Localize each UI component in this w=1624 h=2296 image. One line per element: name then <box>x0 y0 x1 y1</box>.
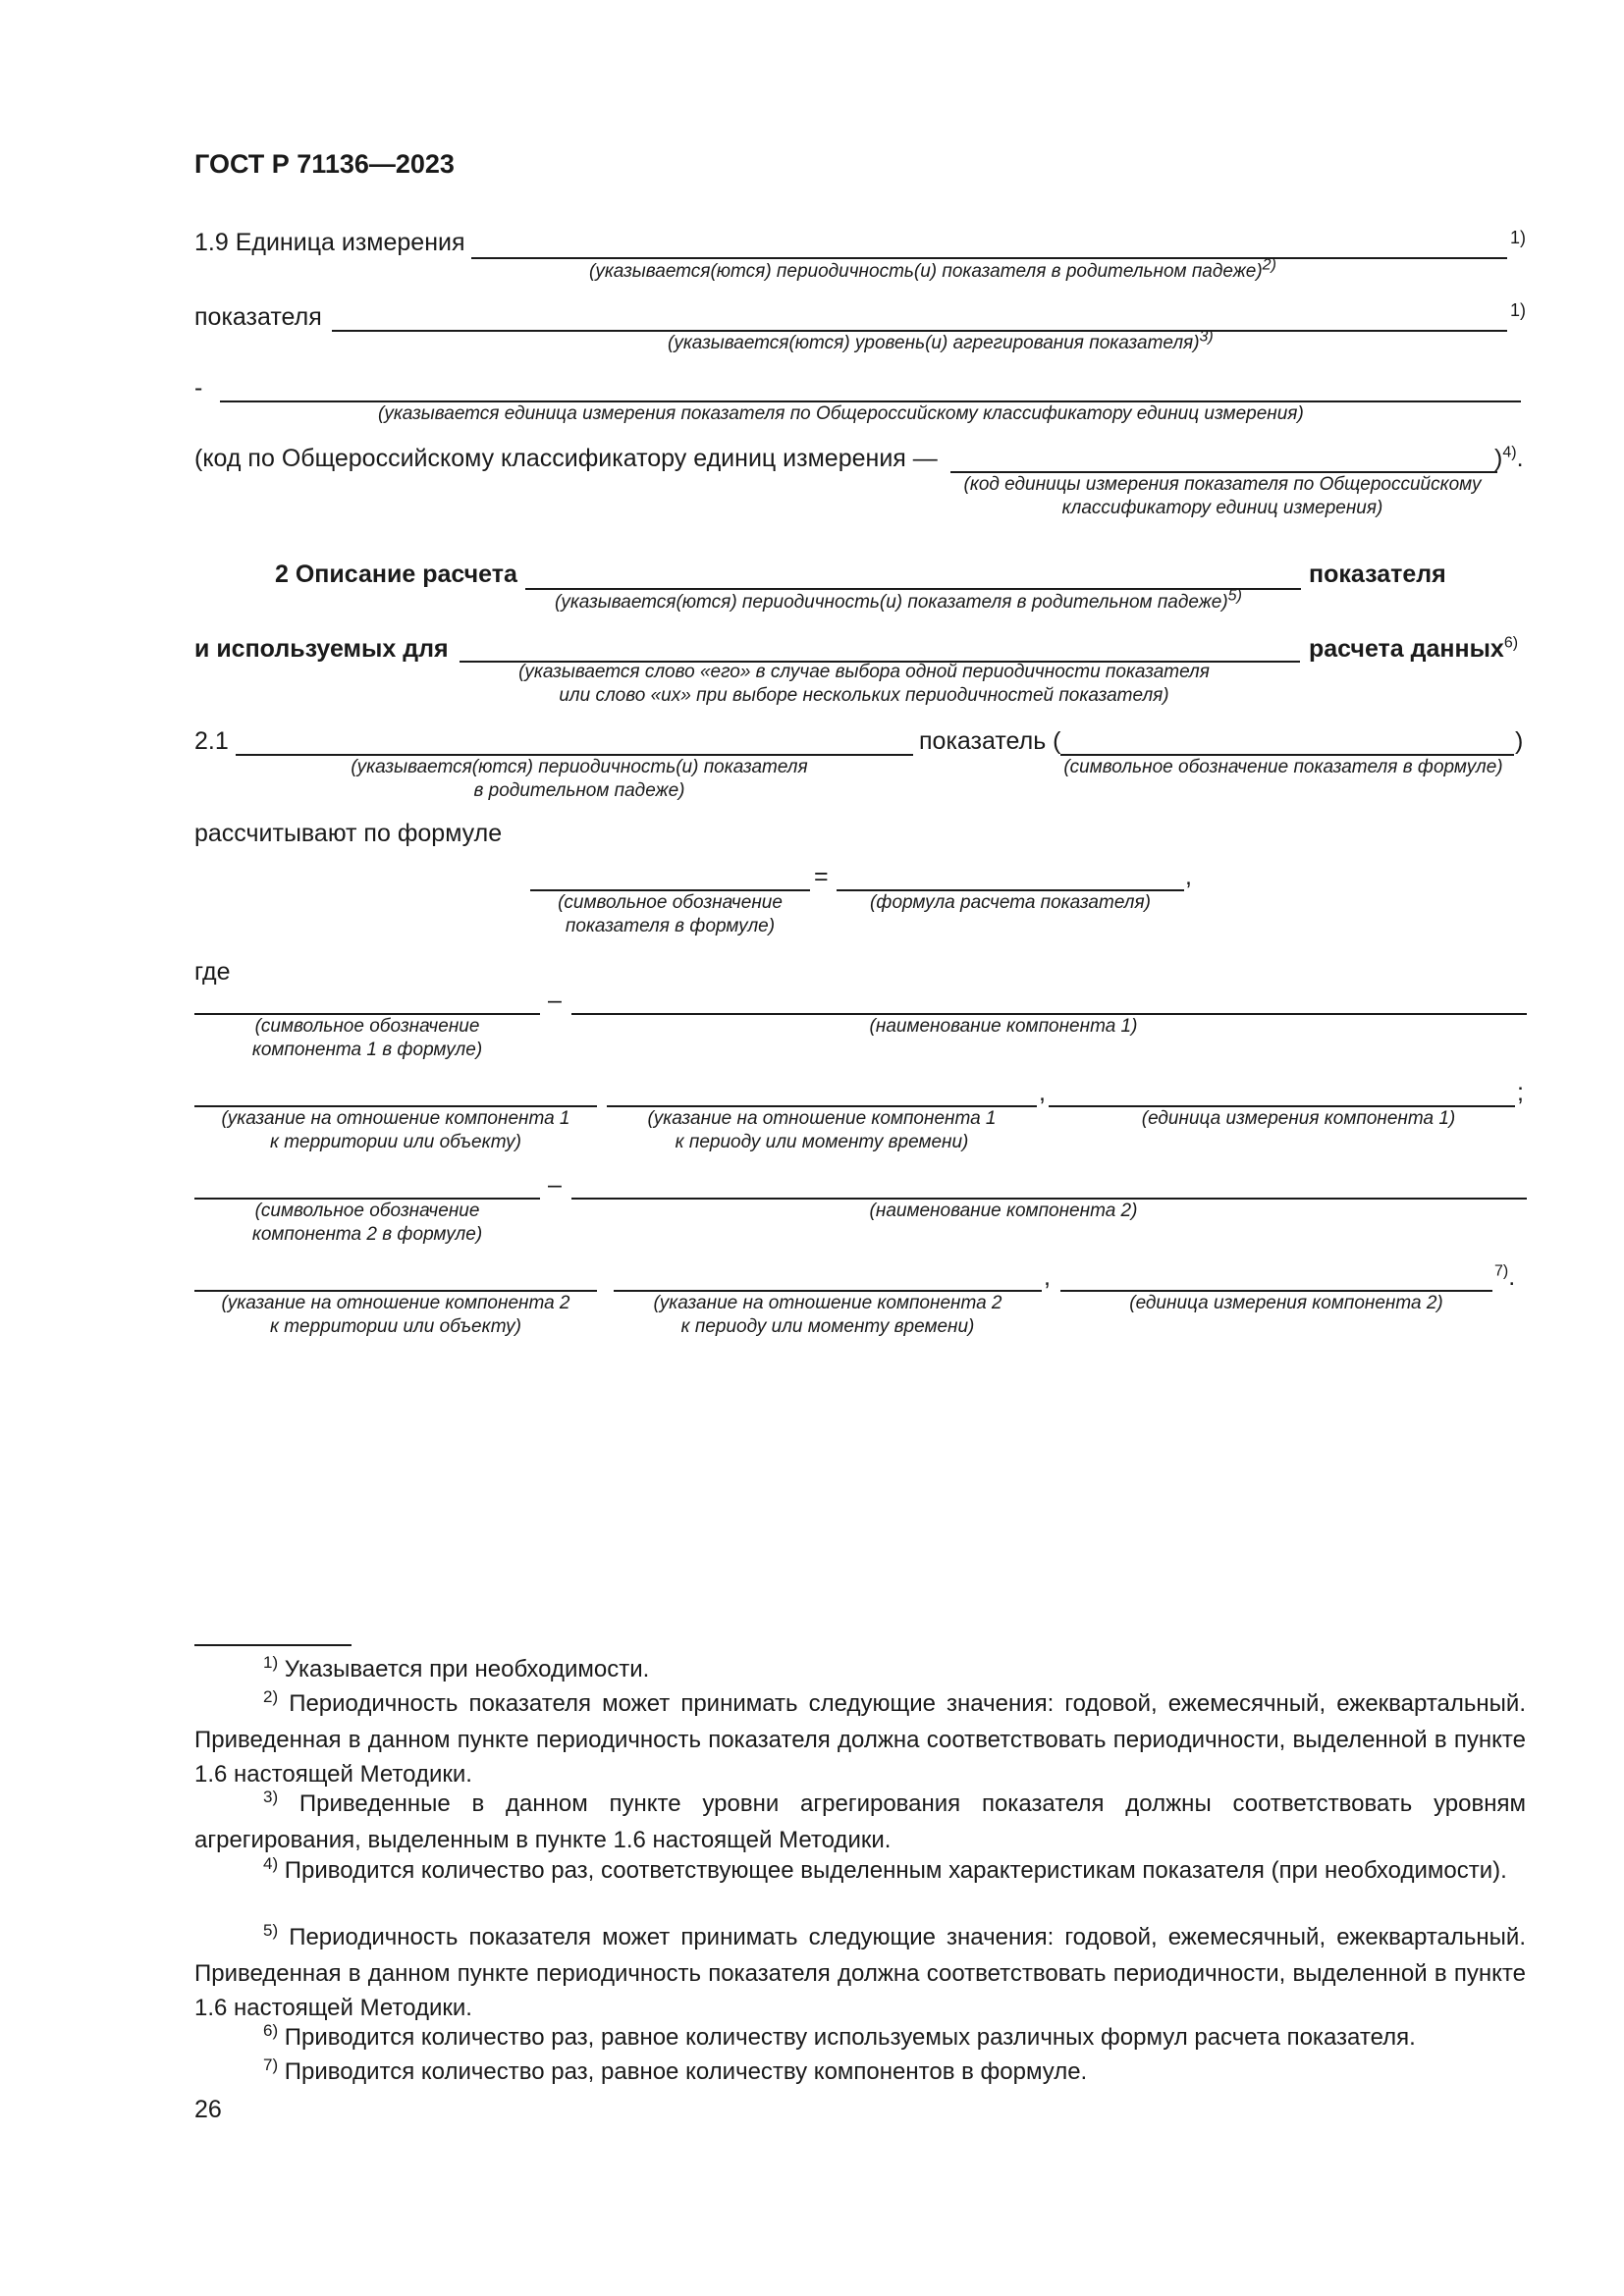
footnote-separator <box>194 1644 352 1646</box>
caption-section-word: (указывается слово «его» в случае выбора одной периодичности показателя или слово «их» при выборе нескольких периодичностей показателя) <box>518 662 1210 706</box>
caption-component-unit: (единица измерения компонента 2) <box>1129 1293 1443 1313</box>
caption-component-territory: (указание на отношение компонента 1 к территории или объекту) <box>221 1108 570 1152</box>
caption-clause-symbol: (символьное обозначение показателя в формуле) <box>1063 757 1503 777</box>
component-end: $^{7)}$. <box>1494 1262 1516 1291</box>
document-code: ГОСТ Р 71136—2023 <box>194 149 455 179</box>
formula-equals: = <box>814 863 829 890</box>
formula-intro: рассчитывают по формуле <box>194 820 503 847</box>
footnote-2: $^{2)}$ Периодичность показателя может принимать следующие значения: годовой, ежемесячный, ежеквартальный. Приведенная в данном пункте периодичность показателя должна соответствовать периодичности, выделенной в пункте 1.6 настоящей Методики. <box>194 1687 1526 1788</box>
footnote-marker: 1) <box>1510 228 1527 247</box>
caption-section-periodicity: (указывается(ются) периодичность(и) показателя в родительном падеже)$^{5)}$ <box>555 587 1242 613</box>
caption-periodicity: (указывается(ются) периодичность(и) показателя в родительном падеже)$^{2)}$ <box>589 256 1276 282</box>
footnote-4: $^{4)}$ Приводится количество раз, соответствующее выделенным характеристикам показателя (при необходимости). <box>263 1854 1507 1884</box>
formula-comma: , <box>1185 863 1192 890</box>
clause-close: ) <box>1515 727 1524 755</box>
component-end: ; <box>1517 1079 1524 1106</box>
component-dash: – <box>548 1171 562 1199</box>
caption-component-name: (наименование компонента 1) <box>869 1016 1138 1037</box>
clause-number: 2.1 <box>194 727 229 755</box>
section-periodicity-blank[interactable] <box>525 588 1301 590</box>
footnote-3: $^{3)}$ Приведенные в данном пункте уровни агрегирования показателя должны соответствовать уровням агрегирования, выделенным в пункте 1.6 настоящей Методики. <box>194 1788 1526 1853</box>
caption-formula-expression: (формула расчета показателя) <box>870 892 1151 913</box>
page-number: 26 <box>194 2096 222 2123</box>
section-row2-left: и используемых для <box>194 635 449 663</box>
clause-indicator-label: показатель ( <box>919 727 1061 755</box>
caption-clause-periodicity: (указывается(ются) периодичность(и) показателя в родительном падеже) <box>351 757 808 801</box>
caption-component-territory: (указание на отношение компонента 2 к территории или объекту) <box>221 1293 570 1337</box>
caption-component-name: (наименование компонента 2) <box>869 1201 1138 1221</box>
component-comma: , <box>1039 1079 1046 1106</box>
footnote-marker: 1) <box>1510 300 1527 320</box>
component-dash: – <box>548 987 562 1014</box>
caption-unit-okei: (указывается единица измерения показателя по Общероссийскому классификатору единиц измерения) <box>378 403 1304 424</box>
caption-component-period: (указание на отношение компонента 1 к периоду или моменту времени) <box>647 1108 997 1152</box>
section-title-left: 2 Описание расчета <box>275 561 517 588</box>
footnote-7: $^{7)}$ Приводится количество раз, равное количеству компонентов в формуле. <box>263 2056 1088 2085</box>
okei-code-close: )$^{4)}$. <box>1494 444 1524 472</box>
component-comma: , <box>1044 1263 1051 1291</box>
caption-component-unit: (единица измерения компонента 1) <box>1141 1108 1456 1129</box>
caption-formula-symbol: (символьное обозначение показателя в формуле) <box>558 892 783 936</box>
footnote-6: $^{6)}$ Приводится количество раз, равное количеству используемых различных формул расчета показателя. <box>263 2021 1416 2051</box>
indicator-label: показателя <box>194 303 322 331</box>
okei-code-label: (код по Общероссийскому классификатору единиц измерения — <box>194 445 938 472</box>
footnote-5: $^{5)}$ Периодичность показателя может принимать следующие значения: годовой, ежемесячный, ежеквартальный. Приведенная в данном пункте периодичность показателя должна соответствовать периодичности, выделенной в пункте 1.6 настоящей Методики. <box>194 1921 1526 2021</box>
section-row2-right: расчета данных$^{6)}$ <box>1309 634 1519 663</box>
where-label: где <box>194 958 231 986</box>
unit-label: 1.9 Единица измерения <box>194 229 465 256</box>
section-title-right: показателя <box>1309 561 1446 588</box>
caption-aggregation: (указывается(ются) уровень(и) агрегирования показателя)$^{3)}$ <box>668 328 1214 353</box>
caption-okei-code: (код единицы измерения показателя по Общероссийскому классификатору единиц измерения) <box>963 474 1482 518</box>
footnote-1: $^{1)}$ Указывается при необходимости. <box>263 1653 650 1682</box>
caption-component-symbol: (символьное обозначение компонента 2 в формуле) <box>251 1201 483 1245</box>
periodicity-blank[interactable] <box>471 257 1507 259</box>
caption-component-symbol: (символьное обозначение компонента 1 в формуле) <box>251 1016 483 1060</box>
dash-marker: - <box>194 374 203 401</box>
caption-component-period: (указание на отношение компонента 2 к периоду или моменту времени) <box>653 1293 1002 1337</box>
